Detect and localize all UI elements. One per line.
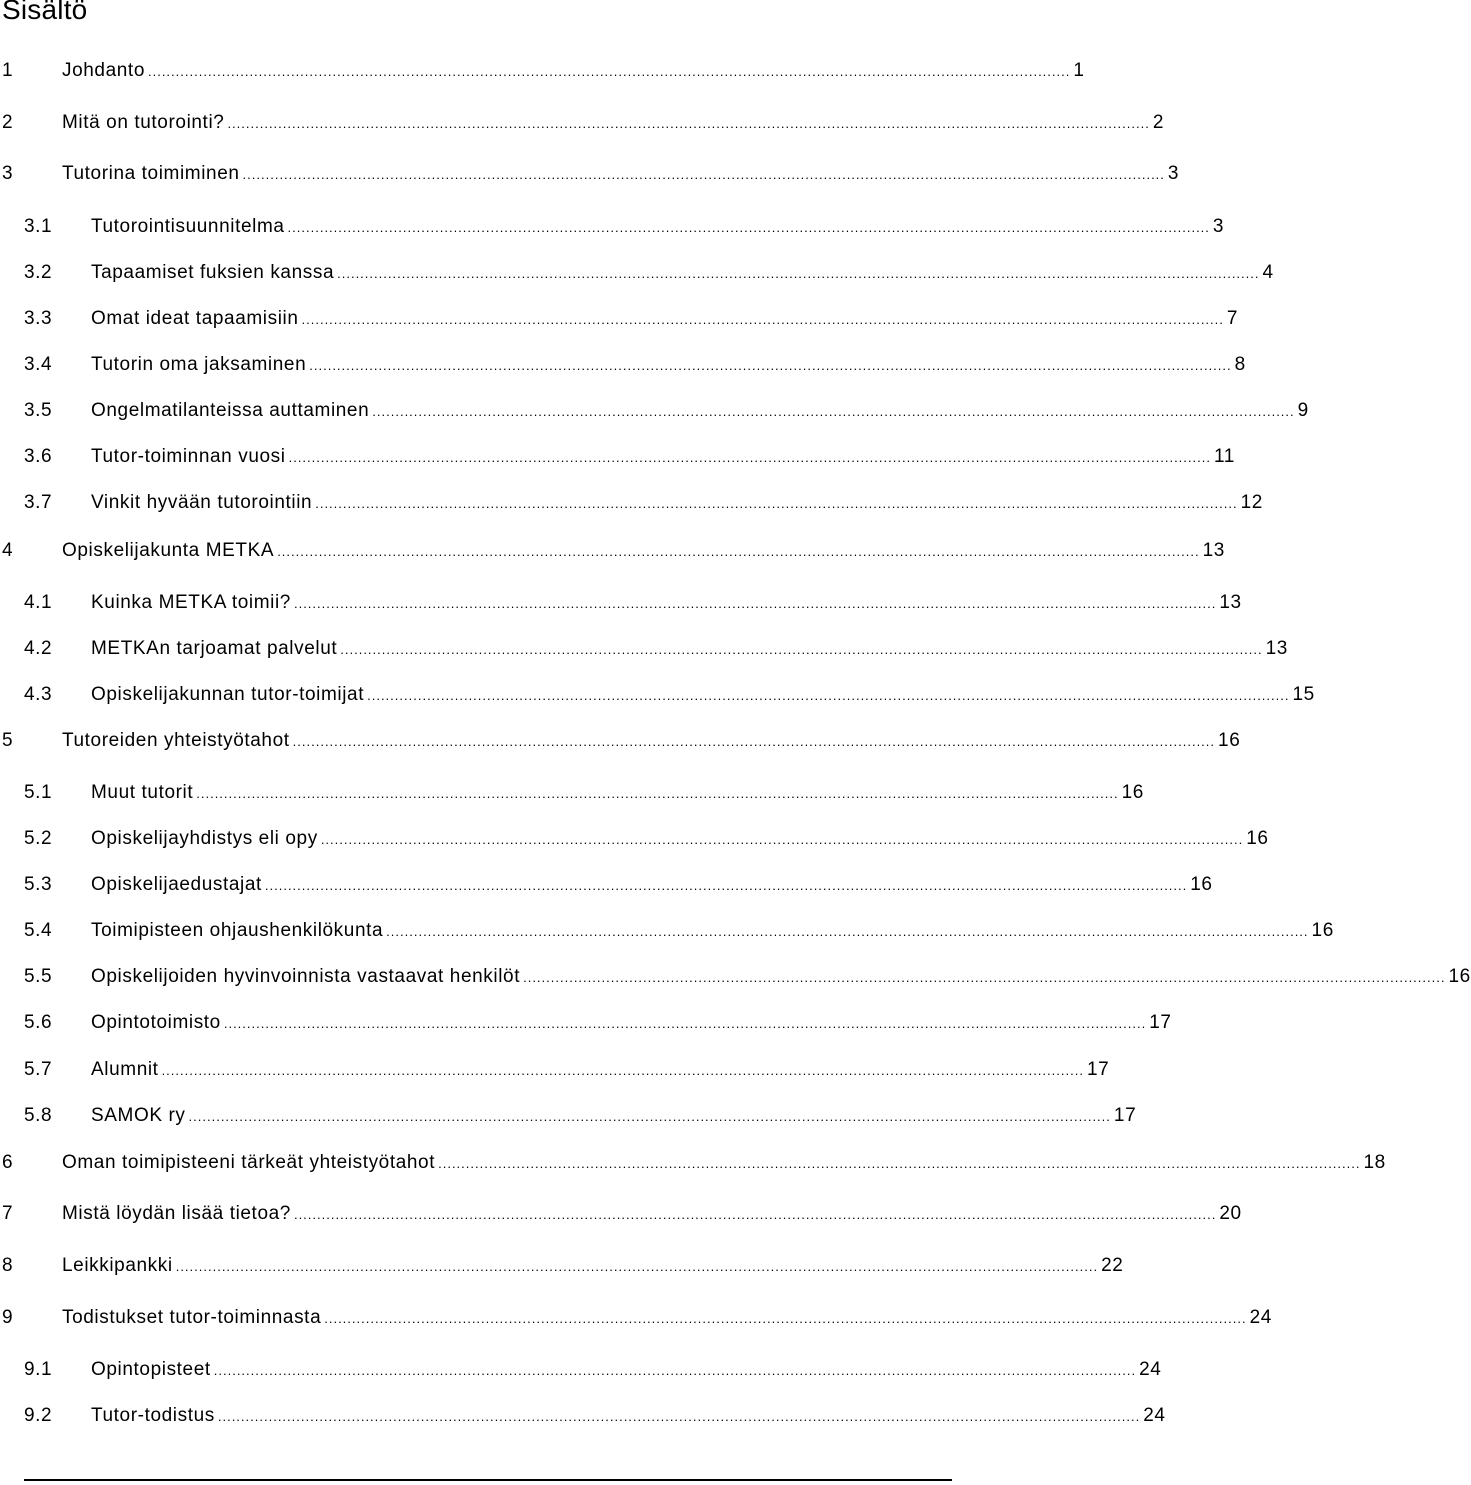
toc-dot-leader: ........................................................................................................................................................................................................ [288, 450, 1211, 465]
toc-entry-number: 3 [2, 163, 14, 184]
toc-entry-number: 5 [2, 730, 14, 751]
toc-entry-title: Opiskelijakunnan tutor-toimijat [91, 684, 365, 705]
toc-entry[interactable] [0, 445, 1235, 470]
toc-entry[interactable] [0, 1254, 1124, 1279]
toc-entry-page: 13 [1265, 638, 1288, 659]
toc-entry[interactable] [0, 491, 1263, 516]
toc-dot-leader: ........................................................................................................................................................................................................ [386, 924, 1309, 939]
toc-entry-title: Opintotoimisto [91, 1012, 221, 1033]
toc-entry[interactable] [0, 307, 1239, 332]
toc-entry-title: Opiskelijayhdistys eli opy [91, 828, 318, 849]
toc-dot-leader: ........................................................................................................................................................................................................ [242, 167, 1165, 182]
toc-dot-leader: ........................................................................................................................................................................................................ [367, 688, 1290, 703]
toc-entry-title: Tutorina toimiminen [62, 163, 240, 184]
toc-entry-title: Ongelmatilanteissa auttaminen [91, 400, 370, 421]
toc-dot-leader: ........................................................................................................................................................................................................ [337, 266, 1260, 281]
toc-entry-number: 5.7 [24, 1059, 53, 1080]
toc-entry-page: 16 [1246, 828, 1269, 849]
toc-entry-number: 1 [2, 60, 14, 81]
toc-entry-title: Tutoreiden yhteistyötahot [62, 730, 290, 751]
toc-entry-title: Todistukset tutor-toiminnasta [62, 1307, 322, 1328]
toc-entry-page: 7 [1226, 308, 1239, 329]
toc-entry-title: Tutorin oma jaksaminen [91, 354, 307, 375]
toc-dot-leader: ........................................................................................................................................................................................................ [438, 1156, 1361, 1171]
toc-entry-number: 9 [2, 1307, 14, 1328]
toc-entry-title: SAMOK ry [91, 1105, 186, 1126]
toc-dot-leader: ........................................................................................................................................................................................................ [293, 1207, 1217, 1222]
toc-entry-page: 3 [1212, 216, 1225, 237]
toc-entry-title: Vinkit hyvään tutorointiin [91, 492, 313, 513]
toc-dot-leader: ........................................................................................................................................................................................................ [223, 1016, 1147, 1031]
toc-entry[interactable] [0, 1011, 1172, 1036]
toc-entry-number: 4.3 [24, 684, 53, 705]
toc-entry-page: 17 [1149, 1012, 1172, 1033]
toc-entry-page: 11 [1213, 446, 1235, 467]
toc-entry-number: 5.8 [24, 1105, 53, 1126]
toc-entry-title: Mistä löydän lisää tietoa? [62, 1203, 291, 1224]
toc-entry-title: Oman toimipisteeni tärkeät yhteistyötahot [62, 1152, 436, 1173]
toc-entry-page: 9 [1297, 400, 1309, 421]
toc-entry-title: Mitä on tutorointi? [62, 112, 225, 133]
toc-dot-leader: ........................................................................................................................................................................................................ [147, 64, 1071, 79]
toc-dot-leader: ........................................................................................................................................................................................................ [287, 220, 1210, 235]
toc-entry[interactable] [0, 215, 1225, 240]
toc-entry-page: 24 [1139, 1359, 1162, 1380]
toc-entry-number: 3.7 [24, 492, 53, 513]
toc-entry[interactable] [0, 539, 1225, 564]
toc-entry[interactable] [0, 353, 1246, 378]
toc-entry[interactable] [0, 1404, 1166, 1429]
toc-entry-number: 4 [2, 540, 14, 561]
toc-dot-leader: ........................................................................................................................................................................................................ [293, 596, 1217, 611]
toc-entry-page: 16 [1121, 782, 1144, 803]
toc-entry-page: 13 [1219, 592, 1242, 613]
toc-entry-number: 6 [2, 1152, 14, 1173]
toc-entry-title: Opiskelijaedustajat [91, 874, 262, 895]
toc-entry-title: Johdanto [62, 60, 145, 81]
toc-entry[interactable] [0, 683, 1315, 708]
toc-entry[interactable] [0, 1104, 1137, 1129]
toc-entry-number: 4.1 [24, 592, 53, 613]
toc-dot-leader: ........................................................................................................................................................................................................ [292, 734, 1216, 749]
toc-entry-title: Opintopisteet [91, 1359, 211, 1380]
toc-entry-page: 20 [1219, 1203, 1242, 1224]
toc-entry[interactable] [0, 111, 1164, 136]
toc-dot-leader: ........................................................................................................................................................................................................ [217, 1409, 1141, 1424]
toc-entry[interactable] [0, 1151, 1386, 1176]
toc-entry[interactable] [0, 1202, 1242, 1227]
toc-entry-number: 7 [2, 1203, 14, 1224]
toc-entry[interactable] [0, 1358, 1162, 1383]
toc-entry-number: 4.2 [24, 638, 53, 659]
toc-entry[interactable] [0, 781, 1144, 806]
toc-entry-number: 5.1 [24, 782, 53, 803]
toc-dot-leader: ........................................................................................................................................................................................................ [277, 544, 1200, 559]
toc-dot-leader: ........................................................................................................................................................................................................ [301, 312, 1224, 327]
toc-entry-page: 18 [1363, 1152, 1386, 1173]
toc-entry-page: 16 [1218, 730, 1241, 751]
toc-entry-title: Tutorointisuunnitelma [91, 216, 285, 237]
toc-entry-number: 9.1 [24, 1359, 53, 1380]
toc-entry-number: 5.4 [24, 920, 53, 941]
toc-entry-page: 13 [1202, 540, 1225, 561]
toc-entry-number: 5.6 [24, 1012, 53, 1033]
toc-entry-number: 8 [2, 1255, 14, 1276]
toc-entry[interactable] [0, 1058, 1110, 1083]
toc-entry-page: 3 [1167, 163, 1180, 184]
toc-entry-number: 3.1 [24, 216, 53, 237]
toc-entry[interactable] [0, 729, 1241, 754]
toc-dot-leader: ........................................................................................................................................................................................................ [264, 878, 1188, 893]
toc-entry-number: 3.5 [24, 400, 53, 421]
toc-entry-number: 3.3 [24, 308, 53, 329]
toc-entry-number: 9.2 [24, 1405, 53, 1426]
toc-entry-page: 2 [1152, 112, 1164, 133]
toc-entry-number: 3.6 [24, 446, 53, 467]
toc-entry[interactable] [0, 965, 1471, 990]
toc-dot-leader: ........................................................................................................................................................................................................ [372, 404, 1295, 419]
toc-entry[interactable] [0, 873, 1213, 898]
toc-entry-title: Toimipisteen ohjaushenkilökunta [91, 920, 384, 941]
toc-entry[interactable] [0, 261, 1274, 286]
toc-dot-leader: ........................................................................................................................................................................................................ [188, 1109, 1111, 1124]
toc-dot-leader: ........................................................................................................................................................................................................ [309, 358, 1232, 373]
toc-entry[interactable] [0, 591, 1242, 616]
toc-entry-page: 24 [1143, 1405, 1166, 1426]
toc-entry-title: Alumnit [91, 1059, 159, 1080]
toc-dot-leader: ........................................................................................................................................................................................................ [315, 496, 1238, 511]
toc-entry-title: Leikkipankki [62, 1255, 173, 1276]
toc-entry-title: Tutor-todistus [91, 1405, 215, 1426]
toc-entry-page: 16 [1311, 920, 1334, 941]
toc-entry-number: 2 [2, 112, 14, 133]
toc-dot-leader: ........................................................................................................................................................................................................ [523, 970, 1446, 985]
toc-entry[interactable] [0, 162, 1180, 187]
toc-entry-page: 8 [1234, 354, 1246, 375]
toc-entry-number: 5.2 [24, 828, 53, 849]
toc-dot-leader: ........................................................................................................................................................................................................ [324, 1311, 1247, 1326]
toc-entry[interactable] [0, 919, 1334, 944]
toc-entry-page: 12 [1240, 492, 1263, 513]
toc-entry-title: Opiskelijoiden hyvinvoinnista vastaavat henkilöt [91, 966, 521, 987]
bottom-rule [24, 1479, 952, 1481]
toc-entry-page: 1 [1073, 60, 1085, 81]
toc-entry-title: Tapaamiset fuksien kanssa [91, 262, 335, 283]
toc-entry[interactable] [0, 59, 1085, 84]
toc-entry[interactable] [0, 399, 1309, 424]
toc-entry[interactable] [0, 827, 1269, 852]
toc-entry-number: 3.2 [24, 262, 53, 283]
toc-entry-title: Muut tutorit [91, 782, 194, 803]
toc-entry-page: 17 [1113, 1105, 1137, 1126]
toc-entry-page: 15 [1292, 684, 1315, 705]
toc-entry-number: 5.5 [24, 966, 53, 987]
toc-dot-leader: ........................................................................................................................................................................................................ [320, 832, 1244, 847]
toc-entry-page: 22 [1101, 1255, 1124, 1276]
toc-entry-page: 17 [1086, 1059, 1110, 1080]
toc-entry-page: 24 [1249, 1307, 1272, 1328]
toc-dot-leader: ........................................................................................................................................................................................................ [227, 116, 1150, 131]
toc-dot-leader: ........................................................................................................................................................................................................ [196, 786, 1119, 801]
toc-entry-title: Opiskelijakunta METKA [62, 540, 275, 561]
toc-entry-title: Omat ideat tapaamisiin [91, 308, 299, 329]
toc-entry-number: 5.3 [24, 874, 53, 895]
toc-entry-title: Tutor-toiminnan vuosi [91, 446, 286, 467]
page-title: Sisältö [2, 0, 88, 25]
toc-dot-leader: ........................................................................................................................................................................................................ [161, 1063, 1084, 1078]
toc-entry-page: 4 [1262, 262, 1274, 283]
toc-dot-leader: ........................................................................................................................................................................................................ [175, 1259, 1099, 1274]
toc-entry[interactable] [0, 1306, 1272, 1331]
toc-dot-leader: ........................................................................................................................................................................................................ [340, 642, 1263, 657]
toc-entry-page: 16 [1448, 966, 1471, 987]
toc-entry[interactable] [0, 637, 1288, 662]
toc-entry-title: Kuinka METKA toimii? [91, 592, 291, 613]
toc-entry-title: METKAn tarjoamat palvelut [91, 638, 338, 659]
toc-dot-leader: ........................................................................................................................................................................................................ [213, 1363, 1137, 1378]
toc-entry-page: 16 [1190, 874, 1213, 895]
toc-entry-number: 3.4 [24, 354, 53, 375]
